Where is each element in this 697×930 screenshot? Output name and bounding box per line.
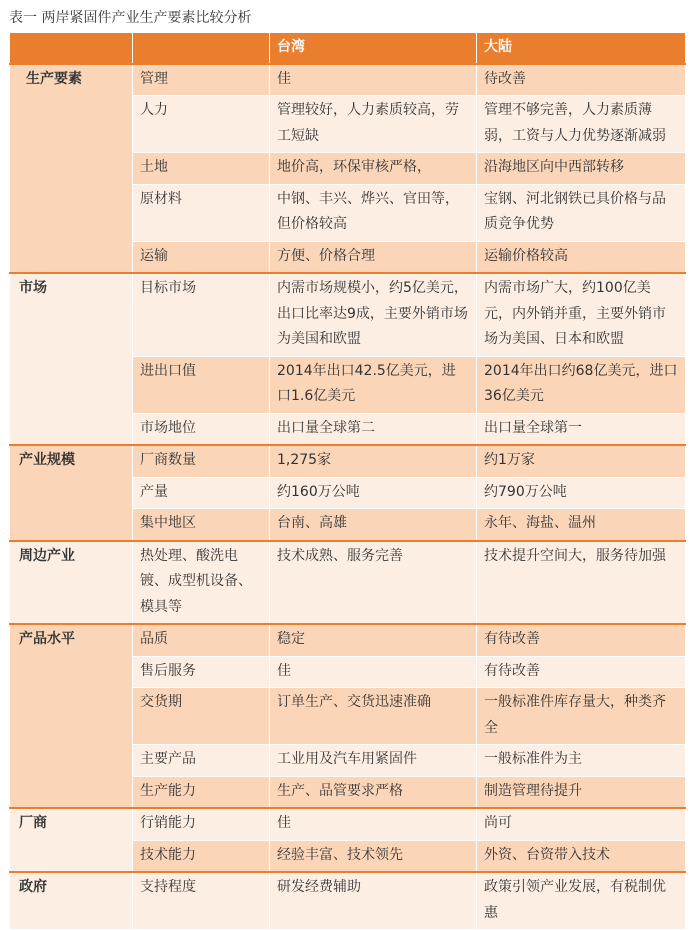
- table-row: [10, 273, 686, 356]
- item-cell: 进出口值: [133, 356, 270, 413]
- item-cell: 人力: [133, 96, 270, 153]
- category-cell: 周边产业: [10, 541, 133, 625]
- category-cell: 厂商: [10, 808, 133, 872]
- table-header-row: [10, 33, 686, 64]
- mainland-cell: 技术提升空间大，服务待加强: [477, 541, 686, 625]
- taiwan-cell: 佳: [270, 656, 477, 688]
- mainland-cell: 制造管理待提升: [477, 776, 686, 808]
- table-row: [10, 624, 686, 656]
- item-cell: 支持程度: [133, 872, 270, 930]
- taiwan-cell: 经验丰富、技术领先: [270, 840, 477, 872]
- taiwan-cell: 出口量全球第二: [270, 413, 477, 445]
- item-cell: 生产能力: [133, 776, 270, 808]
- taiwan-cell: 佳: [270, 808, 477, 840]
- taiwan-cell: 管理较好，人力素质较高，劳工短缺: [270, 96, 477, 153]
- taiwan-cell: 1,275家: [270, 445, 477, 477]
- item-cell: 厂商数量: [133, 445, 270, 477]
- category-cell: 生产要素: [10, 64, 133, 274]
- category-cell: 政府: [10, 872, 133, 930]
- taiwan-cell: 地价高，环保审核严格，: [270, 153, 477, 185]
- header-col-item: [133, 33, 270, 64]
- taiwan-cell: 生产、品管要求严格: [270, 776, 477, 808]
- item-cell: 原材料: [133, 184, 270, 241]
- mainland-cell: 出口量全球第一: [477, 413, 686, 445]
- table-row: [10, 64, 686, 96]
- taiwan-cell: 方便、价格合理: [270, 241, 477, 273]
- mainland-cell: 政策引领产业发展，有税制优惠: [477, 872, 686, 930]
- header-col-taiwan: 台湾: [270, 33, 477, 64]
- table-row: [10, 872, 686, 930]
- item-cell: 产量: [133, 477, 270, 509]
- item-cell: 品质: [133, 624, 270, 656]
- table-row: [10, 541, 686, 625]
- table-body: [10, 64, 686, 930]
- item-cell: 市场地位: [133, 413, 270, 445]
- taiwan-cell: 研发经费辅助: [270, 872, 477, 930]
- taiwan-cell: 中钢、丰兴、烨兴、官田等，但价格较高: [270, 184, 477, 241]
- header-col-mainland: 大陆: [477, 33, 686, 64]
- item-cell: 售后服务: [133, 656, 270, 688]
- mainland-cell: 宝钢、河北钢铁已具价格与品质竞争优势: [477, 184, 686, 241]
- mainland-cell: 运输价格较高: [477, 241, 686, 273]
- category-cell: 产业规模: [10, 445, 133, 541]
- table-caption: 表一 两岸紧固件产业生产要素比较分析: [9, 10, 252, 26]
- taiwan-cell: 工业用及汽车用紧固件: [270, 745, 477, 777]
- mainland-cell: 约1万家: [477, 445, 686, 477]
- item-cell: 运输: [133, 241, 270, 273]
- mainland-cell: 一般标准件库存量大，种类齐全: [477, 688, 686, 745]
- item-cell: 热处理、酸洗电镀、成型机设备、模具等: [133, 541, 270, 625]
- item-cell: 行销能力: [133, 808, 270, 840]
- taiwan-cell: 台南、高雄: [270, 509, 477, 541]
- category-cell: 市场: [10, 273, 133, 445]
- item-cell: 集中地区: [133, 509, 270, 541]
- item-cell: 技术能力: [133, 840, 270, 872]
- comparison-table: [9, 32, 686, 930]
- mainland-cell: 有待改善: [477, 624, 686, 656]
- taiwan-cell: 内需市场规模小，约5亿美元，出口比率达9成，主要外销市场为美国和欧盟: [270, 273, 477, 356]
- mainland-cell: 一般标准件为主: [477, 745, 686, 777]
- item-cell: 土地: [133, 153, 270, 185]
- mainland-cell: 尚可: [477, 808, 686, 840]
- mainland-cell: 2014年出口约68亿美元，进口36亿美元: [477, 356, 686, 413]
- taiwan-cell: 佳: [270, 64, 477, 96]
- mainland-cell: 约790万公吨: [477, 477, 686, 509]
- taiwan-cell: 2014年出口42.5亿美元，进口1.6亿美元: [270, 356, 477, 413]
- mainland-cell: 外资、台资带入技术: [477, 840, 686, 872]
- taiwan-cell: 订单生产、交货迅速准确: [270, 688, 477, 745]
- item-cell: 主要产品: [133, 745, 270, 777]
- taiwan-cell: 稳定: [270, 624, 477, 656]
- mainland-cell: 内需市场广大，约100亿美元，内外销并重，主要外销市场为美国、日本和欧盟: [477, 273, 686, 356]
- table-row: [10, 445, 686, 477]
- mainland-cell: 永年、海盐、温州: [477, 509, 686, 541]
- item-cell: 交货期: [133, 688, 270, 745]
- mainland-cell: 有待改善: [477, 656, 686, 688]
- taiwan-cell: 约160万公吨: [270, 477, 477, 509]
- mainland-cell: 管理不够完善，人力素质薄弱，工资与人力优势逐渐减弱: [477, 96, 686, 153]
- header-col-category: [10, 33, 133, 64]
- item-cell: 目标市场: [133, 273, 270, 356]
- taiwan-cell: 技术成熟、服务完善: [270, 541, 477, 625]
- mainland-cell: 沿海地区向中西部转移: [477, 153, 686, 185]
- category-cell: 产品水平: [10, 624, 133, 808]
- mainland-cell: 待改善: [477, 64, 686, 96]
- item-cell: 管理: [133, 64, 270, 96]
- table-row: [10, 808, 686, 840]
